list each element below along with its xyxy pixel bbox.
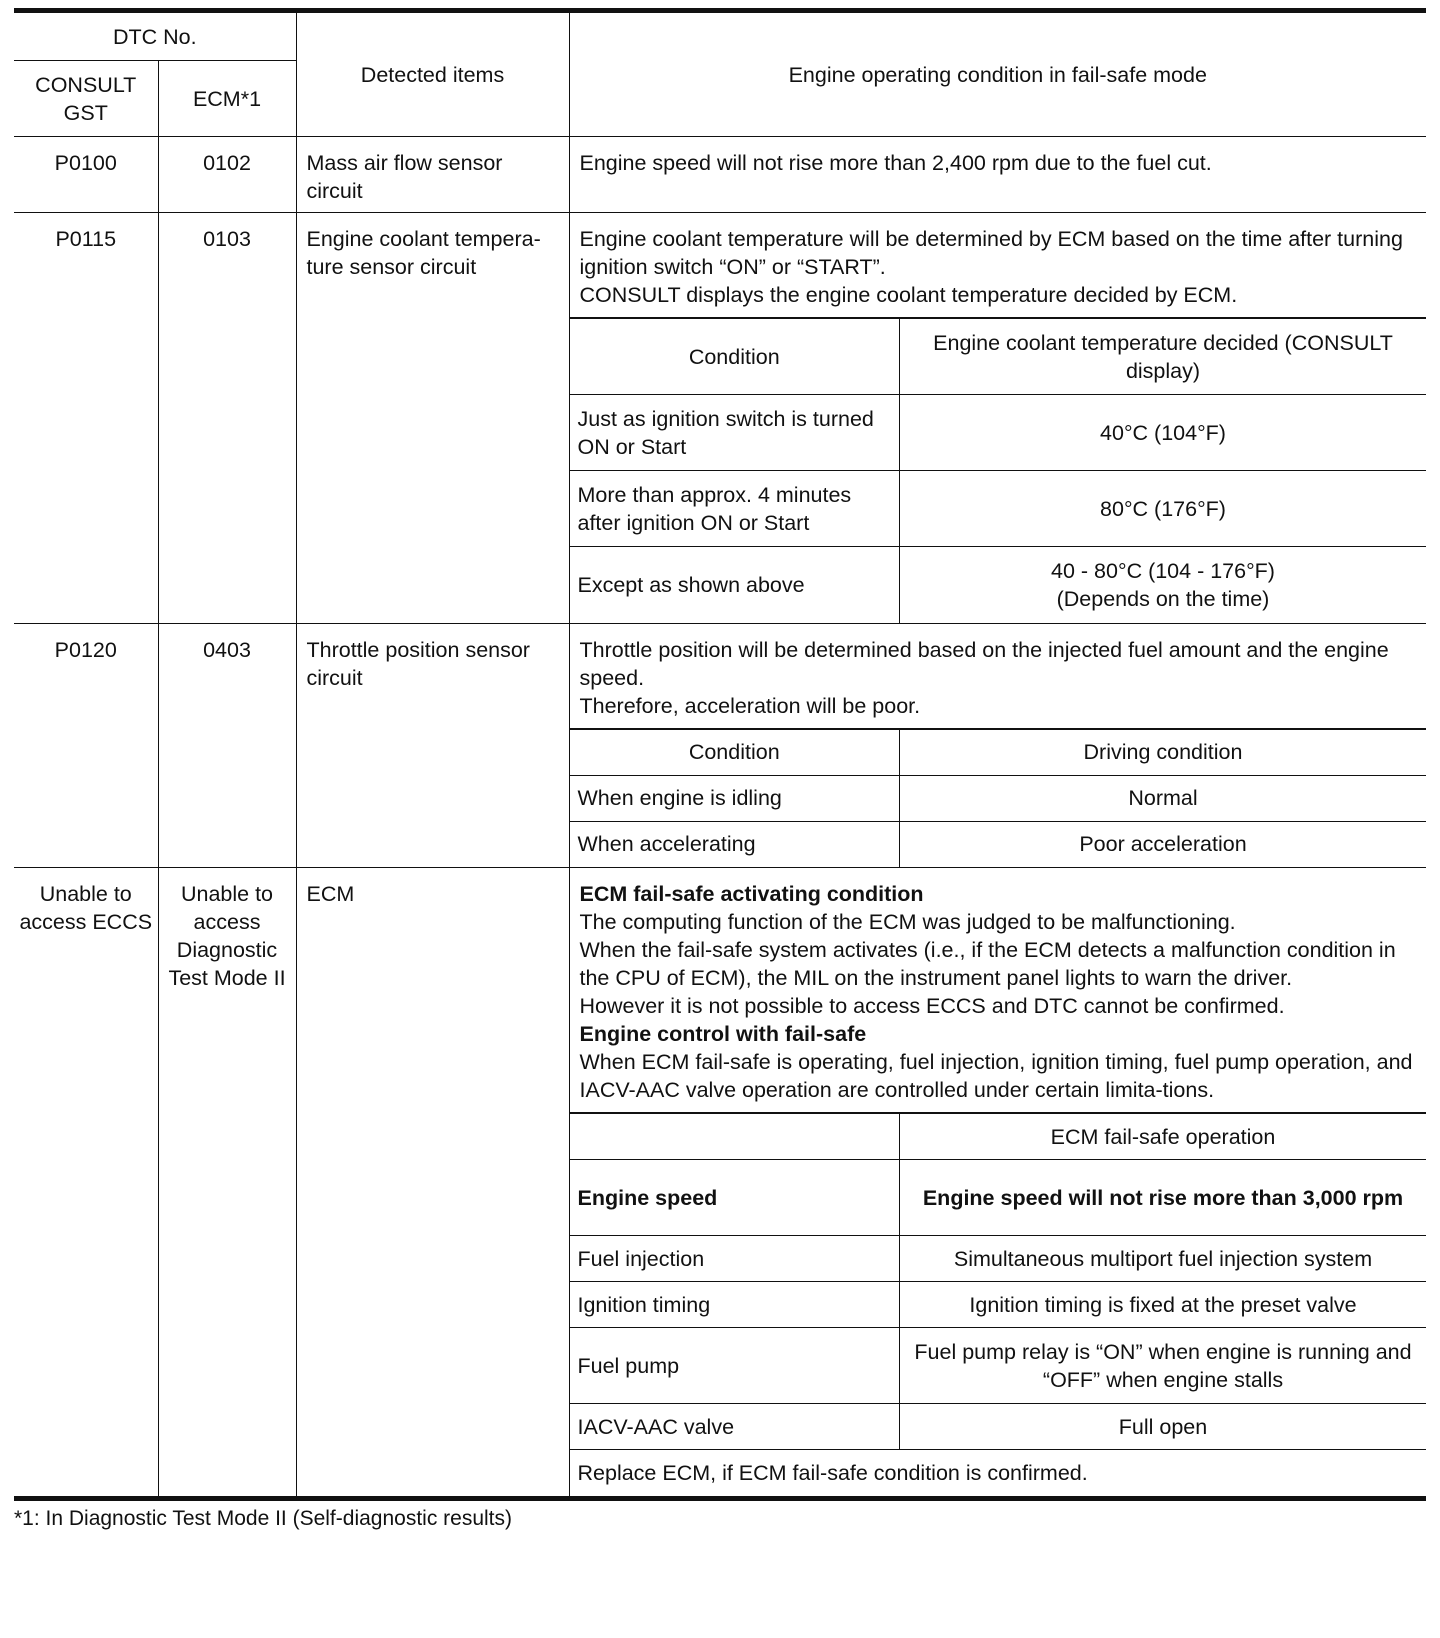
condition-text: However it is not possible to access ECCS and DTC cannot be confirmed. bbox=[579, 994, 1285, 1018]
dtc-consult: P0120 bbox=[14, 623, 158, 868]
footnote: *1: In Diagnostic Test Mode II (Self-diagnostic results) bbox=[14, 1506, 513, 1530]
dtc-ecm: 0103 bbox=[158, 213, 296, 624]
dtc-consult: P0100 bbox=[14, 137, 158, 213]
subtable-header-empty bbox=[570, 1114, 900, 1160]
header-detected-items: Detected items bbox=[296, 13, 569, 137]
subtable-value: Simultaneous multiport fuel injection system bbox=[900, 1236, 1427, 1282]
subtable-condition: When accelerating bbox=[570, 821, 900, 867]
dtc-consult: Unable to access ECCS bbox=[14, 868, 158, 1497]
subtable-condition: Engine speed bbox=[570, 1160, 900, 1236]
subtable-value: Poor acceleration bbox=[900, 821, 1427, 867]
table-row bbox=[14, 213, 1426, 624]
section-heading: ECM fail-safe activating condition bbox=[579, 882, 924, 906]
dtc-ecm: 0102 bbox=[158, 137, 296, 213]
operating-condition bbox=[569, 868, 1426, 1497]
subtable-value: 40 - 80°C (104 - 176°F) (Depends on the time) bbox=[900, 547, 1427, 623]
driving-condition-subtable bbox=[570, 729, 1427, 868]
subtable-value: 40°C (104°F) bbox=[900, 395, 1427, 471]
detected-item: Throttle position sensor circuit bbox=[296, 623, 569, 868]
subtable-condition: Fuel injection bbox=[570, 1236, 900, 1282]
condition-text: CONSULT displays the engine coolant temperature decided by ECM. bbox=[579, 283, 1238, 307]
header-operating-condition: Engine operating condition in fail-safe mode bbox=[569, 13, 1426, 137]
condition-text: The computing function of the ECM was judged to be malfunctioning. bbox=[579, 910, 1236, 934]
subtable-value: Fuel pump relay is “ON” when engine is running and “OFF” when engine stalls bbox=[900, 1328, 1427, 1404]
condition-text: Therefore, acceleration will be poor. bbox=[579, 693, 921, 718]
operating-condition bbox=[569, 623, 1426, 868]
section-heading: Engine control with fail-safe bbox=[579, 1022, 867, 1046]
subtable-condition: Except as shown above bbox=[570, 547, 900, 623]
table-row bbox=[14, 868, 1426, 1497]
subtable-value: Full open bbox=[900, 1404, 1427, 1450]
subtable-header-value: ECM fail-safe operation bbox=[900, 1114, 1427, 1160]
bottom-rule bbox=[14, 1497, 1426, 1501]
condition-text: Engine coolant temperature will be determined by ECM based on the time after turning ignition switch “ON” or “START”. bbox=[579, 227, 1403, 279]
subtable-header-value: Driving condition bbox=[900, 729, 1427, 775]
fail-safe-table bbox=[14, 12, 1426, 1497]
subtable-condition: Just as ignition switch is turned ON or Start bbox=[570, 395, 900, 471]
subtable-header-condition: Condition bbox=[570, 319, 900, 395]
detected-item: ECM bbox=[296, 868, 569, 1497]
subtable-value: Ignition timing is fixed at the preset valve bbox=[900, 1282, 1427, 1328]
subtable-condition: Ignition timing bbox=[570, 1282, 900, 1328]
subtable-header-condition: Condition bbox=[570, 729, 900, 775]
subtable-value: Engine speed will not rise more than 3,000 rpm bbox=[900, 1160, 1427, 1236]
header-ecm: ECM*1 bbox=[158, 61, 296, 137]
dtc-ecm: 0403 bbox=[158, 623, 296, 868]
operating-condition bbox=[569, 213, 1426, 624]
subtable-header-value: Engine coolant temperature decided (CONSULT display) bbox=[900, 319, 1427, 395]
dtc-ecm: Unable to access Diagnostic Test Mode II bbox=[158, 868, 296, 1497]
subtable-condition: IACV-AAC valve bbox=[570, 1404, 900, 1450]
condition-text: When ECM fail-safe is operating, fuel injection, ignition timing, fuel pump operation, and IACV-AAC valve operation are controlled under certain limita-tions. bbox=[579, 1050, 1413, 1102]
subtable-value: 80°C (176°F) bbox=[900, 471, 1427, 547]
header-dtc-no: DTC No. bbox=[14, 13, 296, 61]
header-consult-gst: CONSULT GST bbox=[14, 61, 158, 137]
subtable-value: Normal bbox=[900, 775, 1427, 821]
operating-condition: Engine speed will not rise more than 2,400 rpm due to the fuel cut. bbox=[569, 137, 1426, 213]
dtc-consult: P0115 bbox=[14, 213, 158, 624]
subtable-condition: When engine is idling bbox=[570, 775, 900, 821]
table-row bbox=[14, 623, 1426, 868]
ecm-fail-safe-subtable bbox=[570, 1113, 1427, 1496]
detected-item: Mass air flow sensor circuit bbox=[296, 137, 569, 213]
replace-ecm-note: Replace ECM, if ECM fail-safe condition is confirmed. bbox=[570, 1450, 1427, 1496]
table-row bbox=[14, 137, 1426, 213]
condition-text: Throttle position will be determined based on the injected fuel amount and the engine speed. bbox=[579, 637, 1389, 690]
coolant-temp-subtable bbox=[570, 318, 1427, 623]
document-page bbox=[14, 8, 1426, 1531]
subtable-condition: More than approx. 4 minutes after ignition ON or Start bbox=[570, 471, 900, 547]
condition-text: When the fail-safe system activates (i.e., if the ECM detects a malfunction condition in the CPU of ECM), the MIL on the instrument panel lights to warn the driver. bbox=[579, 938, 1396, 990]
subtable-condition: Fuel pump bbox=[570, 1328, 900, 1404]
detected-item: Engine coolant tempera-ture sensor circuit bbox=[296, 213, 569, 624]
